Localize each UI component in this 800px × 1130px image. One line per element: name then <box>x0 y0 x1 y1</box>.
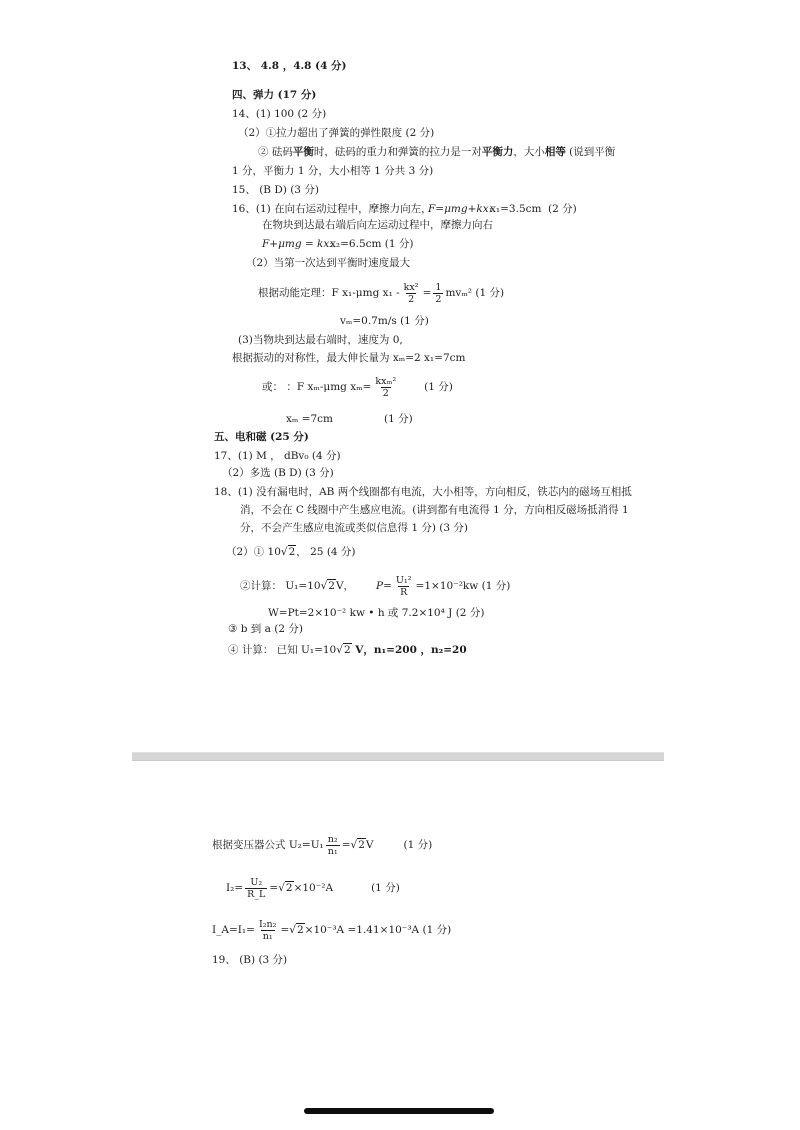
answer-18-2-2: ②计算： U₁=10 √2 V， P= $\frac{\text{U₁²}}{R}$ =1×10⁻²kw (1 分) <box>240 574 511 598</box>
square-root: √2 <box>280 546 296 558</box>
answer-18-1: 18、(1) 没有漏电时，AB 两个线圈都有电流，大小相等，方向相反，铁芯内的磁场互相抵 <box>214 486 632 498</box>
current-i2-formula: I₂= $\frac{\text{U₂}}{R\_L}$ = √2 ×10⁻²A (1 分) <box>226 876 400 900</box>
answer-16-3-formula: F+μmg = kx₂ <box>262 238 334 250</box>
answer-17-2: （2）多选 (B D) (3 分) <box>222 467 334 479</box>
answer-18-3: 分，不会产生感应电流或类似信息得 1 分) (3 分) <box>240 522 468 534</box>
answer-16-7: (3)当物块到达最右端时，速度为 0, <box>238 334 403 346</box>
answer-16-9-equation: 或： ：F xₘ-μmg xₘ= $\frac{\text{kxₘ²}}{2}$ (1 分) <box>262 375 453 399</box>
answer-16-1-score: (2 分) <box>548 203 577 215</box>
fraction: $\frac{\text{n₂}}{\text{n₁}}$ <box>327 833 338 857</box>
square-root: √2 <box>336 644 351 656</box>
fraction: $\frac{\text{I₂n₂}}{\text{n₁}}$ <box>258 918 277 942</box>
answer-14-2: （2）①拉力超出了弹簧的弹性限度 (2 分) <box>238 127 435 139</box>
answer-17-1: 17、(1) M ， dBv₀ (4 分) <box>214 450 341 462</box>
answer-19: 19、 (B) (3 分) <box>212 954 288 966</box>
answer-16-1-result: x₁=3.5cm <box>490 203 542 215</box>
square-root: √2 <box>350 839 365 851</box>
answer-16-8: 根据振动的对称性，最大伸长量为 xₘ=2 x₁=7cm <box>232 352 466 364</box>
answer-16-5-equation: 根据动能定理：F x₁-μmg x₁ - $\frac{\text{kx²}}{2}$ = $\frac{1}{2}$ mvₘ² (1 分) <box>258 281 505 305</box>
answer-16-1-text: 16、(1) 在向右运动过程中，摩擦力向左， <box>232 203 432 215</box>
fraction: $\frac{\text{U₁²}}{R}$ <box>395 574 412 598</box>
answer-18-2-3: ③ b 到 a (2 分) <box>228 623 303 635</box>
fraction: $\frac{\text{kxₘ²}}{2}$ <box>375 375 397 399</box>
answer-16-6: vₘ=0.7m/s (1 分) <box>340 315 429 327</box>
answer-18-2-4: ④ 计算： 已知 U₁=10√2 V，n₁=200 ，n₂=20 <box>228 644 467 656</box>
current-ia-formula: I_A=I₁= $\frac{\text{I₂n₂}}{\text{n₁}}$ = √2 ×10⁻³A =1.41×10⁻³A (1 分) <box>212 918 452 942</box>
answer-16-10-result: xₘ =7cm <box>286 413 334 425</box>
answer-14-2c: 1 分，平衡力 1 分，大小相等 1 分共 3 分) <box>232 165 434 177</box>
answer-16-4: （2）当第一次达到平衡时速度最大 <box>246 257 411 269</box>
transformer-formula: 根据变压器公式 U₂=U₁ $\frac{\text{n₂}}{\text{n₁}}$ = √2 V (1 分) <box>212 833 433 857</box>
answer-15: 15、 (B D) (3 分) <box>232 184 319 196</box>
answer-13: 13、 4.8 ，4.8 (4 分) <box>232 60 347 72</box>
square-root: √2 <box>320 580 335 592</box>
answer-16-10-score: (1 分) <box>384 413 413 425</box>
answer-16-3-result: x₂=6.5cm (1 分) <box>330 238 414 250</box>
answer-18-2-1: （2）① 10√2， 25 (4 分) <box>226 546 356 558</box>
fraction: $\frac{\text{kx²}}{2}$ <box>403 281 419 305</box>
page-divider <box>132 752 664 761</box>
section-4-heading: 四、弹力 (17 分) <box>232 89 317 101</box>
answer-18-2: 消，不会在 C 线圈中产生感应电流。(讲到都有电流得 1 分，方向相反磁场抵消得 1 <box>240 504 629 516</box>
section-5-heading: 五、电和磁 (25 分) <box>214 431 309 443</box>
home-indicator[interactable] <box>304 1108 494 1114</box>
fraction: $\frac{\text{U₂}}{R\_L}$ <box>247 876 266 900</box>
answer-16-2: 在物块到达最右端后向左运动过程中，摩擦力向右 <box>262 219 493 231</box>
answer-16-1-formula: F=μmg+kx₁ <box>428 203 493 215</box>
answer-14-1: 14、(1) 100 (2 分) <box>232 108 327 120</box>
fraction: $\frac{1}{2}$ <box>435 281 442 305</box>
square-root: √2 <box>278 882 293 894</box>
answer-18-2-work: W=Pt=2×10⁻² kw • h 或 7.2×10⁴ J (2 分) <box>268 607 485 619</box>
square-root: √2 <box>289 924 304 936</box>
answer-14-2b: ② 砝码平衡时，砝码的重力和弹簧的拉力是一对平衡力，大小相等 (说到平衡 <box>258 146 616 158</box>
